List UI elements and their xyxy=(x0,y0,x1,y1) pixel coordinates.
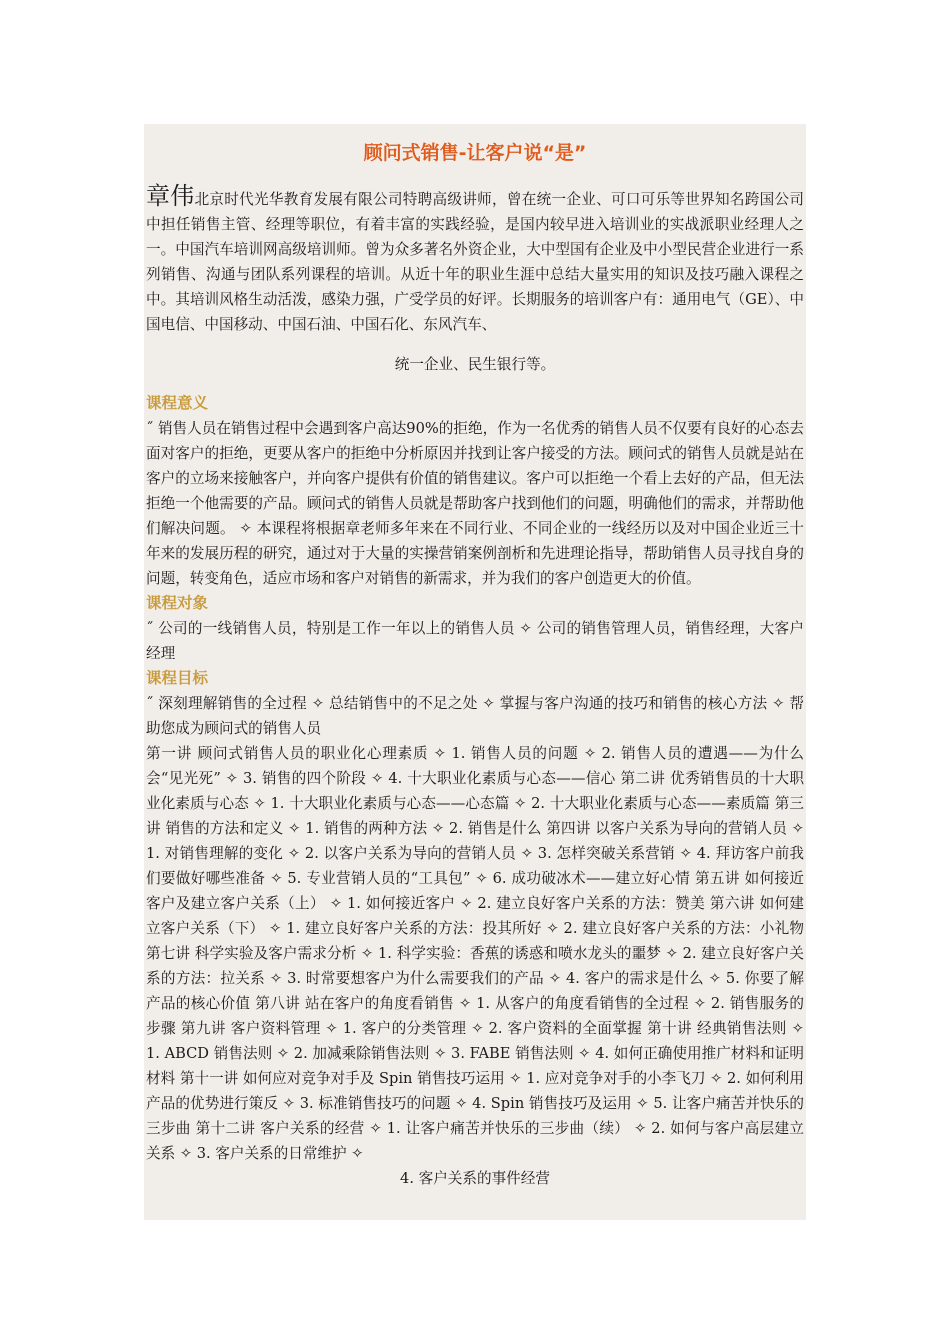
instructor-intro xyxy=(146,184,804,337)
section-heading-audience: 课程对象 xyxy=(146,594,209,613)
page-title: 顾问式销售-让客户说“是” xyxy=(363,142,587,164)
course-outline-last: 4. 客户关系的事件经营 xyxy=(400,1170,550,1188)
instructor-bio: 北京时代光华教育发展有限公司特聘高级讲师，曾在统一企业、可口可乐等世界知名跨国公司中担任销售主管、经理等职位，有着丰富的实践经验，是国内较早进入培训业的实战派职业经理人之一。中国汽车培训网高级培训师。曾为众多著名外资企业，大中型国有企业及中小型民营企业进行一系列销售、沟通与团队系列课程的培训。从近十年的职业生涯中总结大量实用的知识及技巧融入课程之中。其培训风格生动活泼，感染力强，广受学员的好评。长期服务的培训客户有：通用电气（GE）、中国电信、中国移动、中国石油、中国石化、东风汽车、 xyxy=(146,191,804,333)
article-panel xyxy=(144,124,806,1220)
section-heading-objectives: 课程目标 xyxy=(146,669,209,688)
course-outline: 第一讲 顾问式销售人员的职业化心理素质 ✧ 1. 销售人员的问题 ✧ 2. 销售人员的遭遇——为什么会“见光死” ✧ 3. 销售的四个阶段 ✧ 4. 十大职业化素质与心态——信心 第二讲 优秀销售员的十大职业化素质与心态 ✧ 1. 十大职业化素质与心态——心态篇 ✧ 2. 十大职业化素质与心态——素质篇 第三讲 销售的方法和定义 ✧ 1. 销售的两种方法 ✧ 2. 销售是什么 第四讲 以客户关系为导向的营销人员 ✧ 1. 对销售理解的变化 ✧ 2. 以客户关系为导向的营销人员 ✧ 3. 怎样突破关系营销 ✧ 4. 拜访客户前我们要做好哪些准备 ✧ 5. 专业营销人员的“工具包” ✧ 6. 成功破冰术——建立好心情 第五讲 如何接近客户及建立客户关系（上） ✧ 1. 如何接近客户 ✧ 2. 建立良好客户关系的方法：赞美 第六讲 如何建立客户关系（下） ✧ 1. 建立良好客户关系的方法：投其所好 ✧ 2. 建立良好客户关系的方法：小礼物 第七讲 科学实验及客户需求分析 ✧ 1. 科学实验：香蕉的诱惑和喷水龙头的噩梦 ✧ 2. 建立良好客户关系的方法：拉关系 ✧ 3. 时常要想客户为什么需要我们的产品 ✧ 4. 客户的需求是什么 ✧ 5. 你要了解产品的核心价值 第八讲 站在客户的角度看销售 ✧ 1. 从客户的角度看销售的全过程 ✧ 2. 销售服务的步骤 第九讲 客户资料管理 ✧ 1. 客户的分类管理 ✧ 2. 客户资料的全面掌握 第十讲 经典销售法则 ✧ 1. ABCD 销售法则 ✧ 2. 加减乘除销售法则 ✧ 3. FABE 销售法则 ✧ 4. 如何正确使用推广材料和证明材料 第十一讲 如何应对竞争对手及 Spin 销售技巧运用 ✧ 1. 应对竞争对手的小李飞刀 ✧ 2. 如何利用产品的优势进行策反 ✧ 3. 标准销售技巧的问题 ✧ 4. Spin 销售技巧及运用 ✧ 5. 让客户痛苦并快乐的三步曲 第十二讲 客户关系的经营 ✧ 1. 让客户痛苦并快乐的三步曲（续） ✧ 2. 如何与客户高层建立关系 ✧ 3. 客户关系的日常维护 ✧ xyxy=(146,745,804,1163)
objectives-body: ˝ 深刻理解销售的全过程 ✧ 总结销售中的不足之处 ✧ 掌握与客户沟通的技巧和销售的核心方法 ✧ 帮助您成为顾问式的销售人员 xyxy=(146,695,804,738)
instructor-bio-last: 统一企业、民生银行等。 xyxy=(394,355,556,373)
section-heading-significance: 课程意义 xyxy=(146,394,209,413)
audience-body: ˝ 公司的一线销售人员，特别是工作一年以上的销售人员 ✧ 公司的销售管理人员，销售经理，大客户经理 xyxy=(146,620,804,663)
significance-body: ˝ 销售人员在销售过程中会遇到客户高达90%的拒绝，作为一名优秀的销售人员不仅要有良好的心态去面对客户的拒绝，更要从客户的拒绝中分析原因并找到让客户接受的方法。顾问式的销售人员就是站在客户的立场来接触客户，并向客户提供有价值的销售建议。客户可以拒绝一个看上去好的产品，但无法拒绝一个他需要的产品。顾问式的销售人员就是帮助客户找到他们的问题，明确他们的需求，并帮助他们解决问题。 ✧ 本课程将根据章老师多年来在不同行业、不同企业的一线经历以及对中国企业近三十年来的发展历程的研究，通过对于大量的实操营销案例剖析和先进理论指导，帮助销售人员寻找自身的问题，转变角色，适应市场和客户对销售的新需求，并为我们的客户创造更大的价值。 xyxy=(146,420,804,588)
instructor-name: 章伟 xyxy=(146,182,195,210)
